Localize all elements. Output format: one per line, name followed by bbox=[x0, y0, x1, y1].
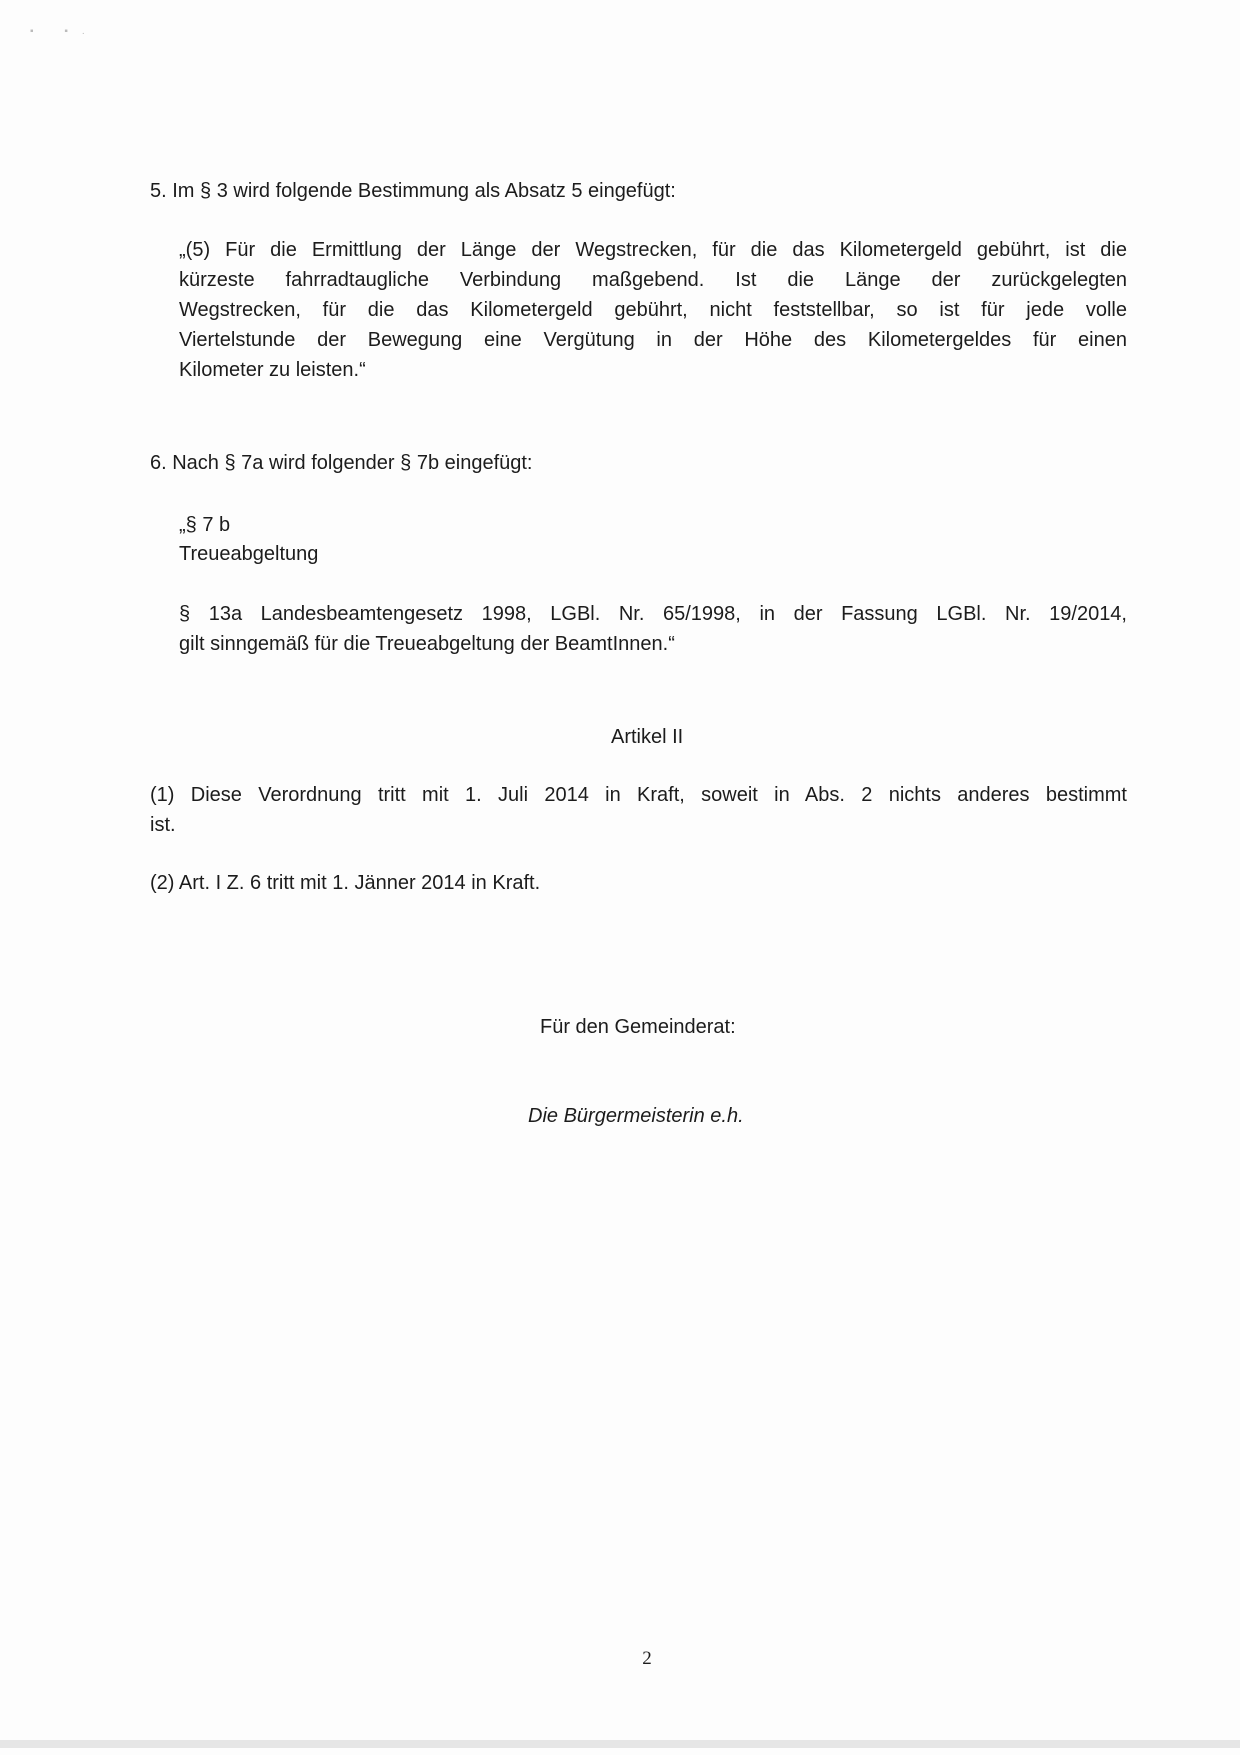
mayor-signature-line: Die Bürgermeisterin e.h. bbox=[528, 1105, 744, 1127]
item-5-heading: 5. Im § 3 wird folgende Bestimmung als Absatz 5 eingefügt: bbox=[150, 180, 676, 202]
scan-artifact: ▪ ▪. bbox=[30, 26, 99, 37]
page-number: 2 bbox=[642, 1648, 652, 1669]
section-7b-body-line: gilt sinngemäß für die Treueabgeltung der BeamtInnen.“ bbox=[179, 633, 675, 655]
item-5-quote-line: Kilometer zu leisten.“ bbox=[179, 359, 366, 381]
article-2-title: Artikel II bbox=[611, 726, 684, 748]
section-7b-body-line: § 13a Landesbeamtengesetz 1998, LGBl. Nr. 65/1998, in der Fassung LGBl. Nr. 19/2014, bbox=[179, 603, 1127, 625]
scan-edge bbox=[0, 1740, 1240, 1748]
item-5-quote-line: kürzeste fahrradtaugliche Verbindung maßgebend. Ist die Länge der zurückgelegten bbox=[179, 269, 1127, 291]
item-5-quote-line: Wegstrecken, für die das Kilometergeld gebührt, nicht feststellbar, so ist für jede volle bbox=[179, 299, 1127, 321]
article-2-paragraph-1-line: (1) Diese Verordnung tritt mit 1. Juli 2014 in Kraft, soweit in Abs. 2 nichts anderes bestimmt bbox=[150, 784, 1127, 806]
section-7b-number: „§ 7 b bbox=[179, 514, 231, 536]
article-2-paragraph-1-line: ist. bbox=[150, 814, 176, 836]
item-5-quote-line: „(5) Für die Ermittlung der Länge der Wegstrecken, für die das Kilometergeld gebührt, ist die bbox=[179, 239, 1127, 261]
item-5-quote-line: Viertelstunde der Bewegung eine Vergütung in der Höhe des Kilometergeldes für einen bbox=[179, 329, 1127, 351]
article-2-paragraph-1 bbox=[150, 780, 1127, 840]
section-7b-body bbox=[179, 599, 1127, 659]
section-7b-title: Treueabgeltung bbox=[179, 543, 319, 565]
item-6-heading: 6. Nach § 7a wird folgender § 7b eingefügt: bbox=[150, 452, 533, 474]
article-2-paragraph-2: (2) Art. I Z. 6 tritt mit 1. Jänner 2014 in Kraft. bbox=[150, 872, 541, 894]
council-signature-line: Für den Gemeinderat: bbox=[540, 1016, 736, 1038]
item-5-quote bbox=[179, 235, 1127, 385]
